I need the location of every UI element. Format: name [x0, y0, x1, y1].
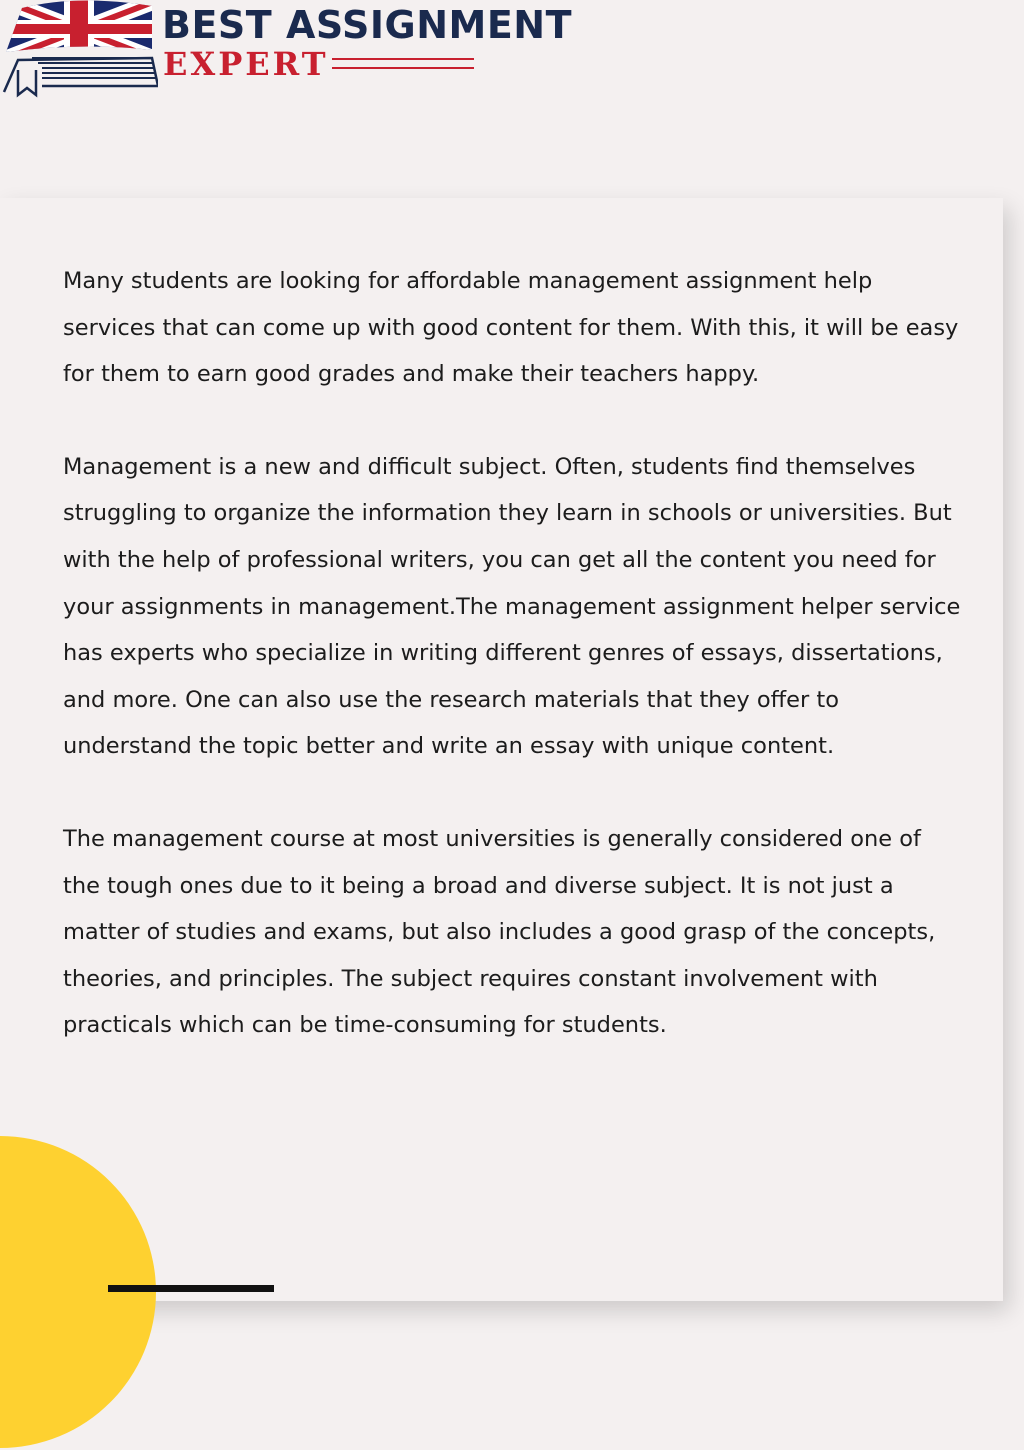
brand-logo: [0, 0, 573, 100]
logo-subtitle: EXPERT: [163, 45, 329, 83]
logo-title: BEST ASSIGNMENT: [162, 3, 573, 47]
paragraph: Many students are looking for affordable management assignment help services that can come up with good content for them. With this, it will be easy for them to earn good grades and make their teachers happy.: [63, 268, 959, 388]
article-body: [63, 258, 963, 1049]
logo-underline-rules: [332, 56, 474, 72]
paragraph: The management course at most universities is generally considered one of the tough ones due to it being a broad and diverse subject. It is not just a matter of studies and exams, but also includes a good grasp of the concepts, theories, and principles. The subject requires constant involvement with practicals which can be time-consuming for students.: [63, 825, 936, 1039]
paragraph: Management is a new and difficult subject. Often, students find themselves struggling to organize the information they learn in schools or universities. But with the help of professional writers, you can get all the content you need for your assignments in management.The management assignment helper service has experts who specialize in writing different genres of essays, dissertations, and more. One can also use the research materials that they offer to understand the topic better and write an essay with unique content.: [63, 453, 961, 760]
union-jack-book-icon: [2, 0, 158, 98]
decorative-bar: [108, 1285, 274, 1292]
